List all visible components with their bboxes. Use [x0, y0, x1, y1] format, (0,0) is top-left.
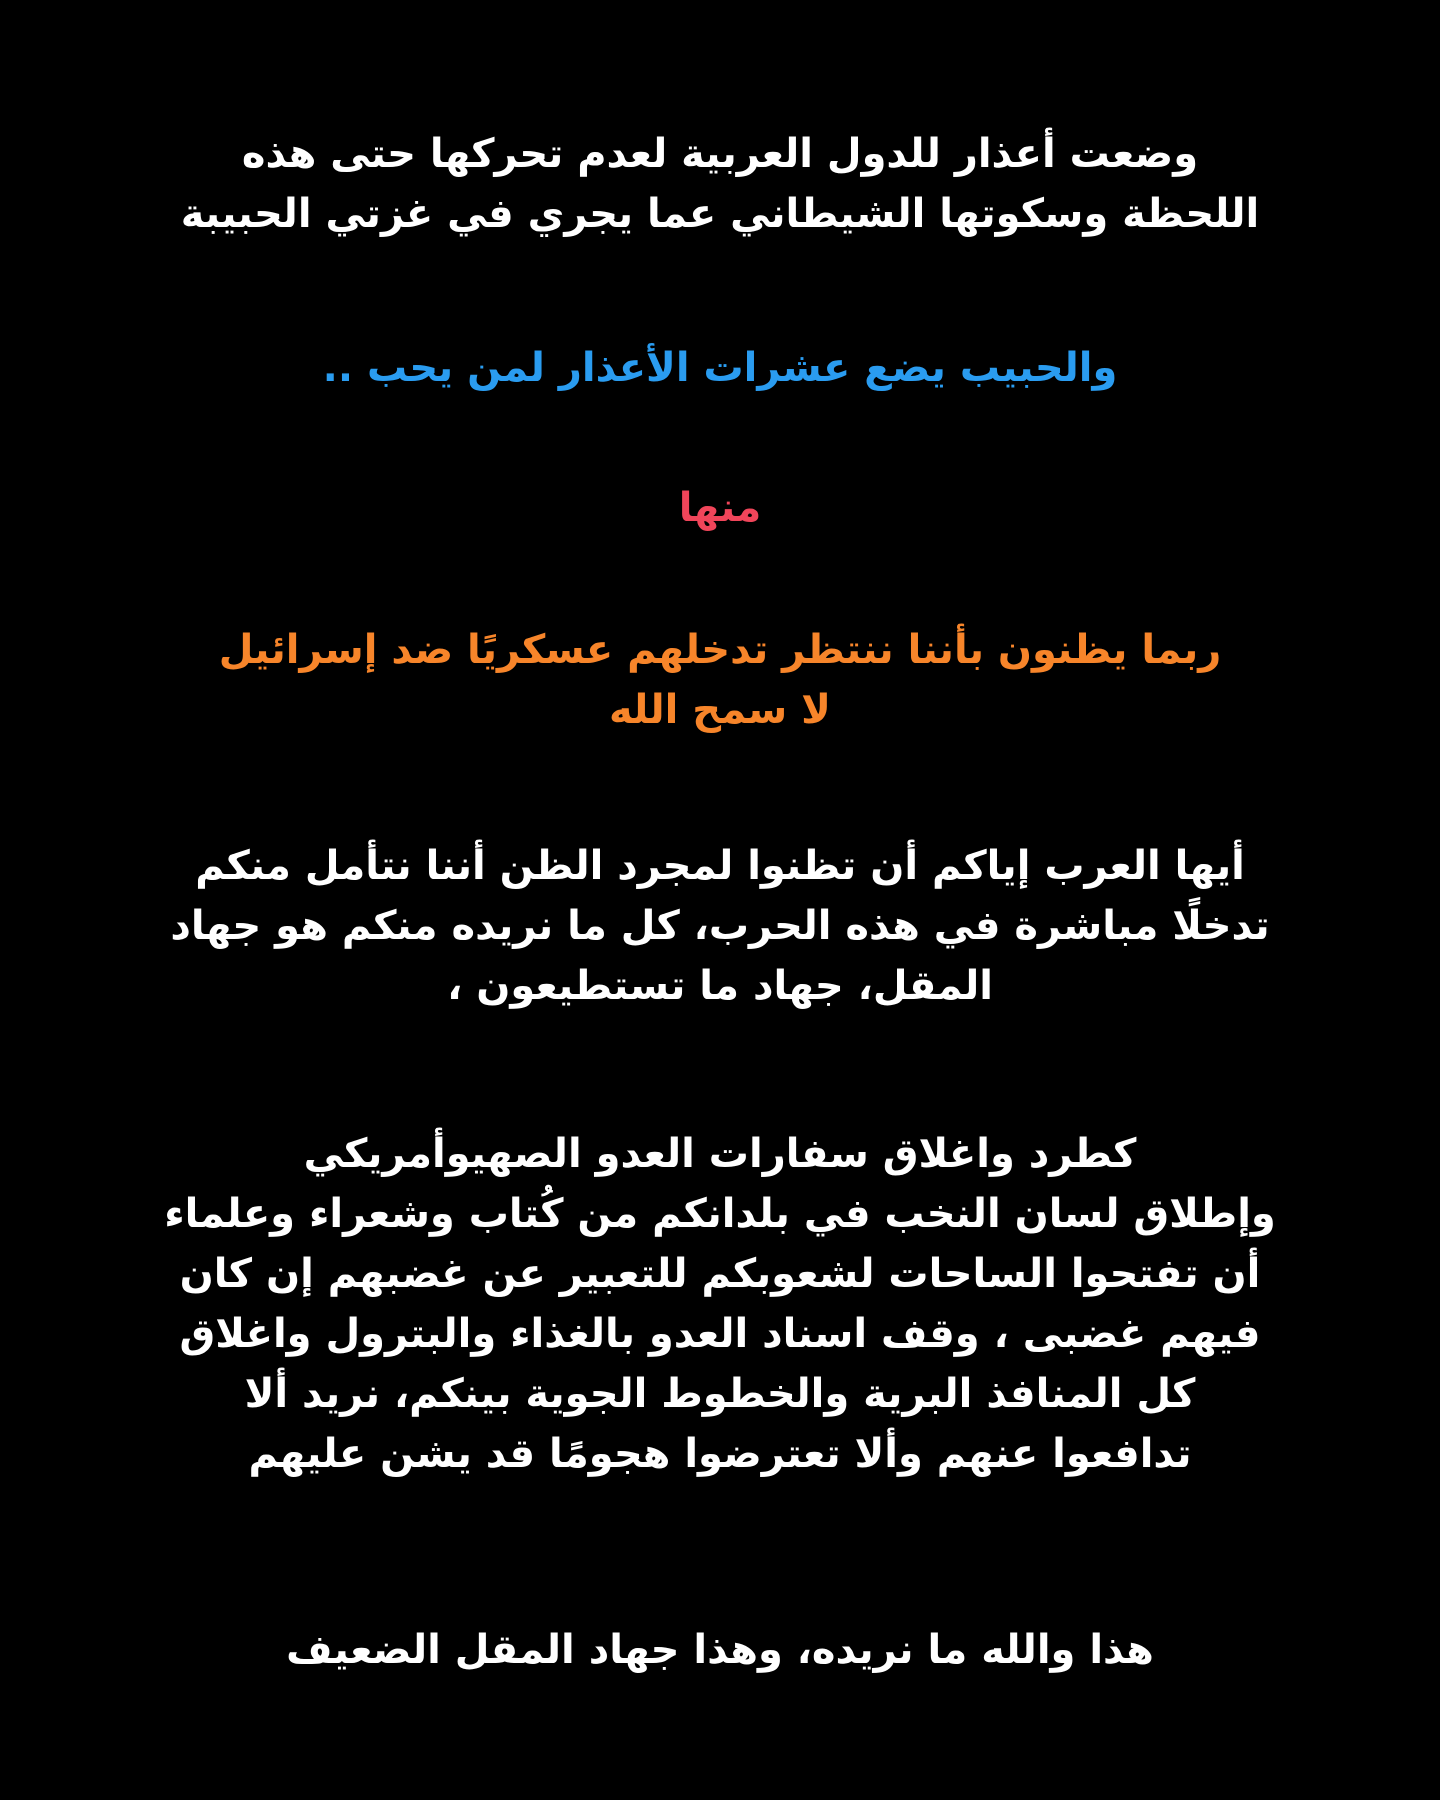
- text-line: المقل، جهاد ما تستطيعون ،: [447, 963, 993, 1009]
- among-them-heading: [60, 478, 1380, 538]
- text-line: أيها العرب إياكم أن تظنوا لمجرد الظن أننا نتأمل منكم: [195, 843, 1245, 889]
- closing-line: [60, 1620, 1380, 1680]
- arabs-address-paragraph: [60, 836, 1380, 1016]
- text-line: وإطلاق لسان النخب في بلدانكم من كُتاب وشعراء وعلماء: [164, 1191, 1276, 1237]
- lover-excuses-line: [60, 338, 1380, 398]
- text-line: هذا والله ما نريده، وهذا جهاد المقل الضعيف: [286, 1627, 1154, 1673]
- text-line: وضعت أعذار للدول العربية لعدم تحركها حتى هذه: [241, 131, 1199, 177]
- text-line: ربما يظنون بأننا ننتظر تدخلهم عسكريًا ضد إسرائيل: [218, 627, 1222, 673]
- perhaps-paragraph: [60, 620, 1380, 740]
- text-line: والحبيب يضع عشرات الأعذار لمن يحب ..: [322, 345, 1118, 391]
- text-line: فيهم غضبى ، وقف اسناد العدو بالغذاء والبترول واغلاق: [179, 1311, 1261, 1357]
- text-line: اللحظة وسكوتها الشيطاني عما يجري في غزتي الحبيبة: [180, 191, 1260, 237]
- text-line: كطرد واغلاق سفارات العدو الصهيوأمريكي: [303, 1131, 1137, 1177]
- text-line: كل المنافذ البرية والخطوط الجوية بينكم، نريد ألا: [244, 1371, 1196, 1417]
- text-line: تدخلًا مباشرة في هذه الحرب، كل ما نريده منكم هو جهاد: [170, 903, 1270, 949]
- text-line: أن تفتحوا الساحات لشعوبكم للتعبير عن غضبهم إن كان: [179, 1251, 1261, 1297]
- intro-paragraph: [60, 124, 1380, 244]
- text-line: تدافعوا عنهم وألا تعترضوا هجومًا قد يشن عليهم: [248, 1431, 1192, 1477]
- text-line: منها: [678, 485, 762, 531]
- actions-paragraph: [60, 1124, 1380, 1484]
- text-line: لا سمح الله: [609, 687, 831, 733]
